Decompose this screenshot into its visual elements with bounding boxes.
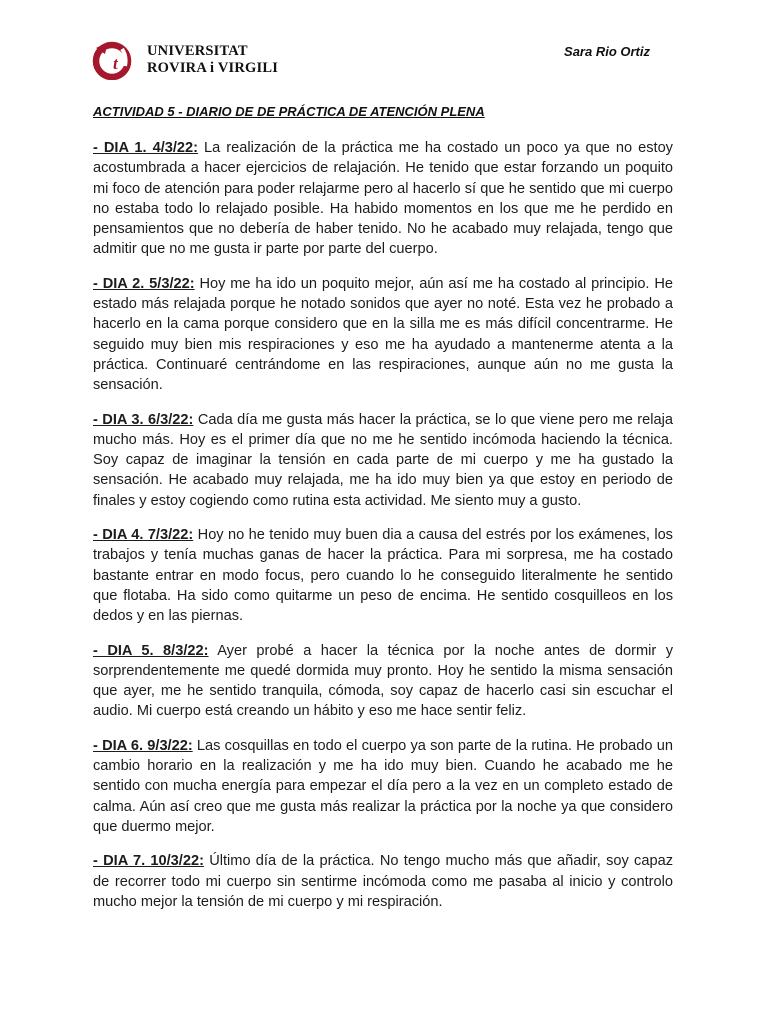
entry-date-label: - DIA 4. 7/3/22:	[93, 527, 194, 544]
entry-date-label: - DIA 1. 4/3/22:	[93, 140, 199, 156]
university-name-line2: ROVIRA i VIRGILI	[147, 60, 279, 76]
entry-date-label: - DIA 3. 6/3/22:	[93, 411, 194, 428]
diary-entry-day-2	[93, 274, 673, 396]
diary-entry-day-1	[93, 138, 673, 260]
urv-logo-icon	[92, 40, 138, 80]
university-logo	[92, 40, 279, 82]
author-name: Sara Rio Ortiz	[564, 44, 650, 59]
entry-text: Último día de la práctica. No tengo mucho más que añadir, soy capaz de recorrer todo mi cuerpo sin sentirme incómoda como me pasaba al inicio y controlo mucho mejor la tensión de mi cuerpo y mi respiración.	[93, 853, 673, 910]
diary-entry-day-6	[93, 736, 673, 837]
entry-date-label: - DIA 7. 10/3/22:	[93, 853, 204, 870]
entry-date-label: - DIA 2. 5/3/22:	[93, 275, 195, 292]
document-title: ACTIVIDAD 5 - DIARIO DE DE PRÁCTICA DE ATENCIÓN PLENA	[93, 104, 485, 119]
entry-date-label: - DIA 5. 8/3/22:	[93, 642, 209, 659]
diary-entry-day-5	[93, 641, 673, 722]
svg-text:t: t	[113, 54, 118, 73]
entry-text: Las cosquillas en todo el cuerpo ya son parte de la rutina. He probado un cambio horario en la realización y me ha ido muy bien. Cuando he acabado me he sentido con mucha energía para empezar el día pero a la vez en un completo estado de calma. Aún así creo que me gusta más realizar la práctica por la noche ya que considero que duermo mejor.	[93, 737, 673, 835]
entry-text: Cada día me gusta más hacer la práctica, se lo que viene pero me relaja mucho más. Hoy es el primer día que no me he sentido incómoda haciendo la técnica. Soy capaz de imaginar la tensión en cada parte de mi cuerpo y me ha gustado la sensación. He acabado muy relajada, me ha ido muy bien ya que estoy en periodo de finales y estoy cogiendo como rutina esta actividad. Me siento muy a gusto.	[93, 411, 673, 509]
entry-text: La realización de la práctica me ha costado un poco ya que no estoy acostumbrada a hacer ejercicios de relajación. He tenido que estar forzando un poquito mi foco de atención para poder relajarme pero al hacerlo sí que he sentido que mi cuerpo no estaba todo lo relajado posible. Ha habido momentos en los que me he perdido en pensamientos que no debería de haber tenido. No he acabado muy relajada, tengo que admitir que no me gusta ir parte por parte del cuerpo.	[93, 140, 673, 258]
diary-entries	[93, 138, 673, 926]
entry-date-label: - DIA 6. 9/3/22:	[93, 737, 193, 754]
entry-text: Hoy me ha ido un poquito mejor, aún así me ha costado al principio. He estado más relajada porque he notado sonidos que ayer no noté. Esta vez he probado a hacerlo en la cama porque considero que en la silla me es más difícil concentrarme. He seguido muy bien mis respiraciones y eso me ha ayudado a mantenerme atenta a la práctica. Continuaré centrándome en las respiraciones, aunque aún no me gusta la sensación.	[93, 275, 673, 394]
diary-entry-day-4	[93, 525, 673, 626]
svg-text:i: i	[106, 54, 111, 73]
university-name-line1: UNIVERSITAT	[147, 43, 248, 59]
diary-entry-day-3	[93, 410, 673, 511]
entry-text: Hoy no he tenido muy buen dia a causa del estrés por los exámenes, los trabajos y tenía muchas ganas de hacer la práctica. Para mi sorpresa, me ha costado bastante entrar en modo focus, pero cuando lo he conseguido literalmente he sentido que flotaba. Ha sido como quitarme un peso de encima. He sentido cosquilleos en los dedos y en las piernas.	[93, 527, 673, 625]
entry-text: Ayer probé a hacer la técnica por la noche antes de dormir y sorprendentemente me quedé dormida muy pronto. Hoy he sentido la misma sensación que ayer, me he sentido tranquila, cómoda, soy capaz de hacerlo casi sin escuchar el audio. Mi cuerpo está creando un hábito y eso me hace sentir feliz.	[93, 642, 674, 720]
university-name	[147, 43, 278, 77]
diary-entry-day-7	[93, 851, 673, 912]
